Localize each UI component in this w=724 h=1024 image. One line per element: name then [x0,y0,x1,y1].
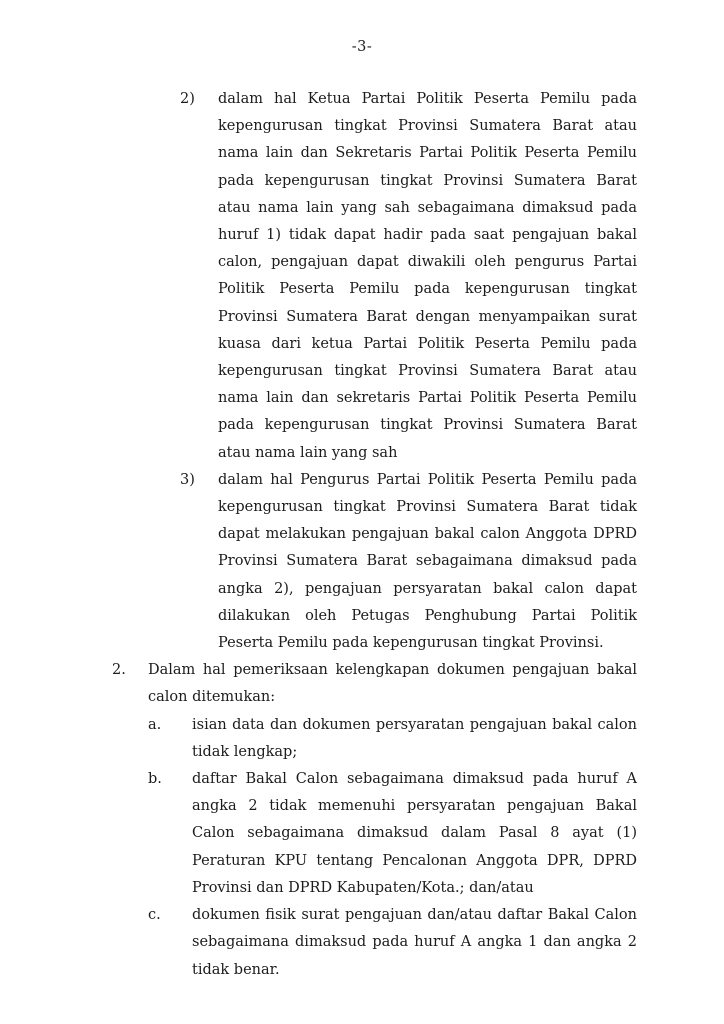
list-item [112,657,637,711]
list-item [148,712,637,766]
list-item-marker: a. [148,716,162,733]
list-item-text: daftar Bakal Calon sebagaimana dimaksud pada huruf A angka 2 tidak memenuhi persyaratan pengajuan Bakal Calon sebagaimana dimaksud dalam Pasal 8 ayat (1) Peraturan KPU tentang Pencalonan Anggota DPR, DPRD Provinsi dan DPRD Kabupaten/Kota.; dan/atau [192,771,637,896]
list-item [148,766,637,902]
page-number: -3- [351,39,373,55]
list-item-text: dokumen fisik surat pengajuan dan/atau daftar Bakal Calon sebagaimana dimaksud pada huruf A angka 1 dan angka 2 tidak benar. [192,907,637,978]
list-item-text: Dalam hal pemeriksaan kelengkapan dokumen pengajuan bakal calon ditemukan: [148,662,637,706]
list-item-text: dalam hal Pengurus Partai Politik Peserta Pemilu pada kepengurusan tingkat Provinsi Sumatera Barat tidak dapat melakukan pengajuan bakal calon Anggota DPRD Provinsi Sumatera Barat sebagaimana dimaksud pada angka 2), pengajuan persyaratan bakal calon dapat dilakukan oleh Petugas Penghubung Partai Politik Peserta Pemilu pada kepengurusan tingkat Provinsi. [218,471,637,652]
list-item-marker: b. [148,771,162,788]
list-item-text: dalam hal Ketua Partai Politik Peserta Pemilu pada kepengurusan tingkat Provinsi Sumatera Barat atau nama lain dan Sekretaris Partai Politik Peserta Pemilu pada kepengurusan tingkat Provinsi Sumatera Barat atau nama lain yang sah sebagaimana dimaksud pada huruf 1) tidak dapat hadir pada saat pengajuan bakal calon, pengajuan dapat diwakili oleh pengurus Partai Politik Peserta Pemilu pada kepengurusan tingkat Provinsi Sumatera Barat dengan menyampaikan surat kuasa dari ketua Partai Politik Peserta Pemilu pada kepengurusan tingkat Provinsi Sumatera Barat atau nama lain dan sekretaris Partai Politik Peserta Pemilu pada kepengurusan tingkat Provinsi Sumatera Barat atau nama lain yang sah [218,91,637,461]
list-item-marker: 2) [180,91,195,107]
list-item-marker: 2. [112,662,126,679]
list-item-marker: 3) [180,471,195,488]
document-body [112,0,637,984]
list-item [180,86,637,467]
list-item-marker: c. [148,907,161,924]
list-item-text: isian data dan dokumen persyaratan pengajuan bakal calon tidak lengkap; [192,716,637,760]
list-item [180,467,637,657]
list-item [148,902,637,984]
